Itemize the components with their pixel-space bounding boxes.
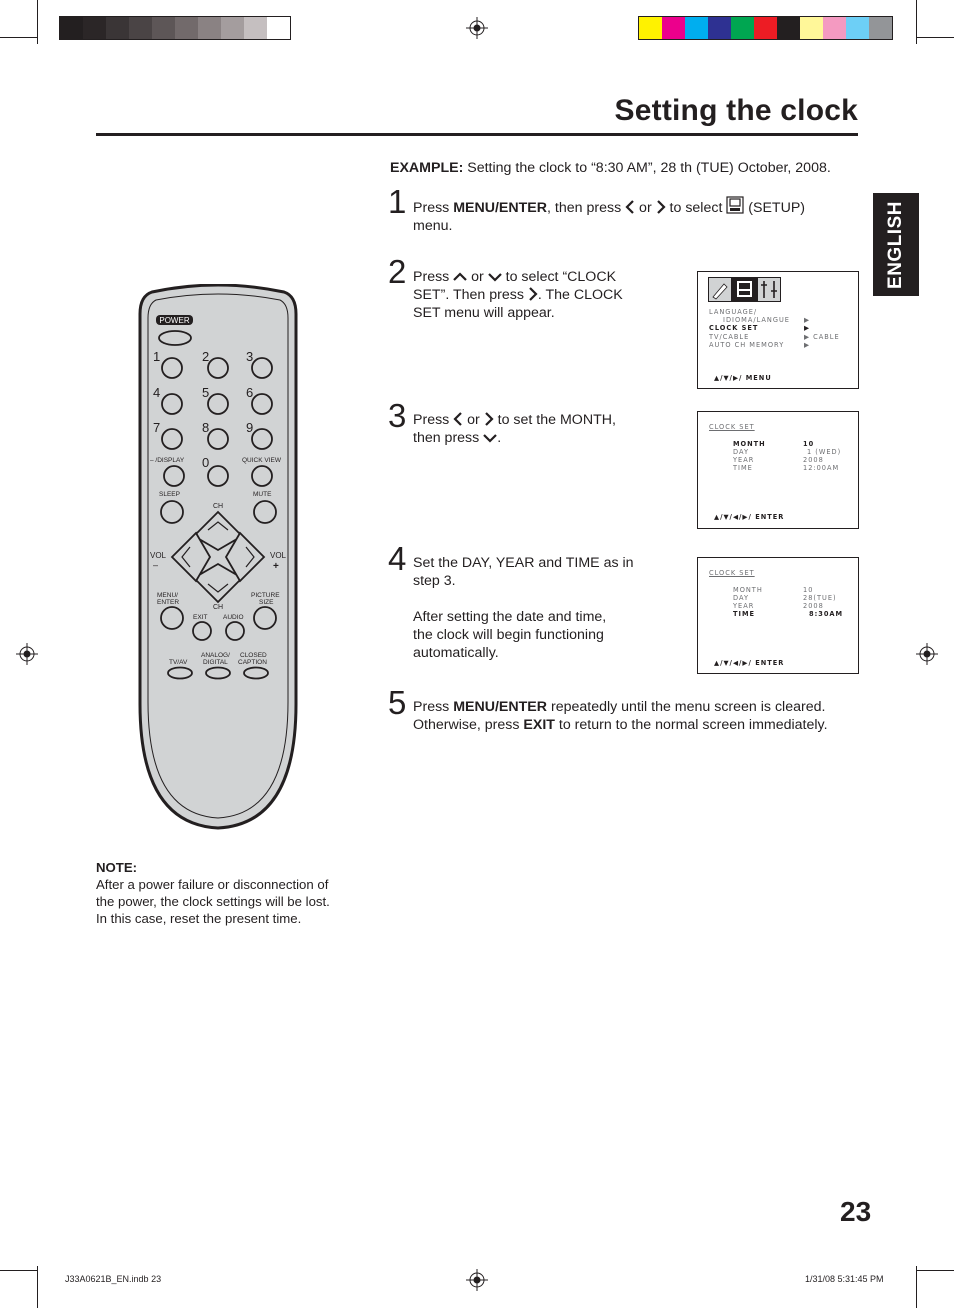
step-3-text: Press or to set the MONTH, then press . xyxy=(413,412,616,446)
registration-mark-top-icon xyxy=(466,17,488,39)
digit-0-label: 0 xyxy=(202,455,210,470)
quick-view-button[interactable] xyxy=(252,466,272,486)
digit-5-label: 5 xyxy=(202,385,210,400)
display-label: – /DISPLAY xyxy=(150,457,185,464)
tv-av-label: TV/AV xyxy=(169,659,188,666)
clock-row-value: 10 xyxy=(803,440,815,448)
color-swatch xyxy=(662,17,685,39)
step-4-text: Set the DAY, YEAR and TIME as in step 3. After setting the date and time, the clock will begin functioning automatically. xyxy=(413,555,634,661)
color-swatch xyxy=(846,17,869,39)
language-tab-label: ENGLISH xyxy=(885,200,906,289)
color-swatch xyxy=(685,17,708,39)
digit-5-button[interactable] xyxy=(208,394,228,414)
color-swatch xyxy=(731,17,754,39)
grayscale-swatch xyxy=(106,17,129,39)
digit-9-label: 9 xyxy=(246,420,254,435)
arrow-right-icon xyxy=(484,412,494,426)
slug-date: 1/31/08 5:31:45 PM xyxy=(805,1274,884,1284)
arrow-left-icon xyxy=(453,412,463,426)
digit-2-label: 2 xyxy=(202,349,210,364)
digit-8-label: 8 xyxy=(202,420,210,435)
setup-item-label: LANGUAGE/ xyxy=(709,308,758,316)
color-swatch xyxy=(639,17,662,39)
clock-row-value: 12:00AM xyxy=(803,464,840,472)
picture-size-label-2: SIZE xyxy=(259,599,274,606)
menu-enter-label-2: ENTER xyxy=(157,599,180,606)
clock-set-screen-1 xyxy=(697,411,859,529)
arrow-right-icon xyxy=(528,287,538,301)
color-swatch xyxy=(708,17,731,39)
clock-row-value: 28(TUE) xyxy=(803,594,837,602)
step-2-text: Press or to select “CLOCK SET”. Then press . The CLOCK SET menu will appear. xyxy=(413,269,623,321)
grayscale-bar xyxy=(59,16,291,40)
ch-up-label: CH xyxy=(212,503,224,510)
clock-row-label: TIME xyxy=(733,610,756,618)
grayscale-swatch xyxy=(221,17,244,39)
step-5-text: Press MENU/ENTER repeatedly until the menu screen is cleared. Otherwise, press EXIT to return to the normal screen immediately. xyxy=(413,699,828,733)
display-button[interactable] xyxy=(164,466,184,486)
grayscale-swatch xyxy=(267,17,290,39)
setup-footer: ▲/▼/▶/ MENU xyxy=(714,374,772,382)
clock-row-label: YEAR xyxy=(733,456,755,464)
closed-caption-button[interactable] xyxy=(244,668,268,679)
digit-1-button[interactable] xyxy=(162,358,182,378)
mute-label: MUTE xyxy=(253,491,272,498)
picture-size-label-1: PICTURE xyxy=(251,592,280,599)
digit-8-button[interactable] xyxy=(208,429,228,449)
clock-row-label: YEAR xyxy=(733,602,755,610)
setup-item-value: ▶ CABLE xyxy=(804,333,840,341)
setup-item-value: ▶ xyxy=(804,324,811,332)
digit-4-label: 4 xyxy=(153,385,161,400)
power-label: POWER xyxy=(159,316,190,325)
setup-item-value: ▶ xyxy=(804,341,811,349)
arrow-up-icon xyxy=(453,271,467,283)
menu-enter-label-1: MENU/ xyxy=(157,592,178,599)
step-4-number: 4 xyxy=(388,540,407,577)
title-rule xyxy=(96,133,858,136)
digit-6-button[interactable] xyxy=(252,394,272,414)
setup-item-value: ▶ xyxy=(804,316,811,324)
analog-digital-label-1: ANALOG/ xyxy=(201,652,230,659)
clock-row-value: 10 xyxy=(803,586,814,594)
step-1-number: 1 xyxy=(388,183,407,220)
slug-file: J33A0621B_EN.indb 23 xyxy=(65,1274,162,1284)
example-text: Setting the clock to “8:30 AM”, 28 th (TUE) October, 2008. xyxy=(467,160,831,176)
note-text: After a power failure or disconnection of the power, the clock settings will be lost. In this case, reset the present time. xyxy=(96,877,330,926)
page-title: Setting the clock xyxy=(614,94,858,127)
clock-set-screen-2 xyxy=(697,557,859,674)
clock-row-label: DAY xyxy=(733,448,749,456)
note-heading: NOTE: xyxy=(96,860,138,875)
clock-row-label: MONTH xyxy=(733,440,766,448)
registration-mark-left-icon xyxy=(16,643,38,665)
example-label: EXAMPLE: xyxy=(390,160,464,176)
audio-button[interactable] xyxy=(226,622,244,640)
menu-tab-icons xyxy=(708,277,782,303)
clock-row-label: TIME xyxy=(733,464,753,472)
digit-7-button[interactable] xyxy=(162,429,182,449)
grayscale-swatch xyxy=(152,17,175,39)
closed-caption-label-1: CLOSED xyxy=(240,652,267,659)
vol-right-sign: + xyxy=(273,561,279,572)
sleep-button[interactable] xyxy=(161,501,183,523)
grayscale-swatch xyxy=(175,17,198,39)
color-swatch xyxy=(823,17,846,39)
clock-row-value: 1 (WED) xyxy=(807,448,842,456)
setup-icon xyxy=(726,196,744,214)
digit-3-label: 3 xyxy=(246,349,254,364)
registration-mark-bottom-icon xyxy=(466,1269,488,1291)
color-swatch xyxy=(800,17,823,39)
setup-item-label: IDIOMA/LANGUE xyxy=(723,316,790,324)
digit-0-button[interactable] xyxy=(208,466,228,486)
step-5-number: 5 xyxy=(388,684,407,721)
grayscale-swatch xyxy=(198,17,221,39)
analog-digital-label-2: DIGITAL xyxy=(203,659,228,666)
digit-9-button[interactable] xyxy=(252,429,272,449)
exit-button[interactable] xyxy=(193,622,211,640)
digit-7-label: 7 xyxy=(153,420,161,435)
closed-caption-label-2: CAPTION xyxy=(238,659,267,666)
audio-label: AUDIO xyxy=(223,614,244,621)
step-2-number: 2 xyxy=(388,253,407,290)
exit-label: EXIT xyxy=(193,614,208,621)
digit-2-button[interactable] xyxy=(208,358,228,378)
example-line xyxy=(390,160,831,176)
digit-6-label: 6 xyxy=(246,385,254,400)
clock-set-footer: ▲/▼/◀/▶/ ENTER xyxy=(714,659,785,667)
grayscale-swatch xyxy=(244,17,267,39)
sleep-label: SLEEP xyxy=(159,491,180,498)
color-swatch xyxy=(869,17,892,39)
clock-row-label: MONTH xyxy=(733,586,763,594)
vol-right-label: VOL xyxy=(270,551,287,560)
color-bar xyxy=(638,16,893,40)
digit-3-button[interactable] xyxy=(252,358,272,378)
grayscale-swatch xyxy=(129,17,152,39)
analog-digital-button[interactable] xyxy=(206,668,230,679)
quick-view-label: QUICK VIEW xyxy=(242,457,282,464)
arrow-down-icon xyxy=(488,271,502,283)
setup-menu-screen xyxy=(697,271,859,389)
vol-left-label: VOL xyxy=(150,551,167,560)
color-swatch xyxy=(777,17,800,39)
registration-mark-right-icon xyxy=(916,643,938,665)
language-tab xyxy=(873,193,919,296)
mute-button[interactable] xyxy=(254,501,276,523)
picture-size-button[interactable] xyxy=(254,607,276,629)
clock-row-value: 2008 xyxy=(803,602,824,610)
arrow-down-icon xyxy=(483,432,497,444)
menu-enter-button[interactable] xyxy=(161,607,183,629)
arrow-left-icon xyxy=(625,200,635,214)
power-button[interactable] xyxy=(159,331,191,345)
clock-set-header: CLOCK SET xyxy=(709,569,755,577)
clock-row-label: DAY xyxy=(733,594,749,602)
note-block xyxy=(96,859,336,927)
digit-4-button[interactable] xyxy=(162,394,182,414)
grayscale-swatch xyxy=(83,17,106,39)
setup-item-label: AUTO CH MEMORY xyxy=(709,341,785,349)
digit-1-label: 1 xyxy=(153,349,161,364)
clock-row-value: 2008 xyxy=(803,456,824,464)
color-swatch xyxy=(754,17,777,39)
tv-av-button[interactable] xyxy=(168,668,192,679)
clock-set-header: CLOCK SET xyxy=(709,423,755,431)
page-number: 23 xyxy=(840,1196,872,1227)
step-3-number: 3 xyxy=(388,397,407,434)
grayscale-swatch xyxy=(60,17,83,39)
vol-left-sign: – xyxy=(153,560,159,570)
step-1-text: Press MENU/ENTER, then press or to select (SETUP) menu. xyxy=(413,196,853,235)
arrow-right-icon xyxy=(656,200,666,214)
setup-item-label: CLOCK SET xyxy=(709,324,759,332)
setup-item-label: TV/CABLE xyxy=(709,333,750,341)
remote-control-illustration xyxy=(132,284,304,832)
clock-set-footer: ▲/▼/◀/▶/ ENTER xyxy=(714,513,785,521)
clock-row-value: 8:30AM xyxy=(809,610,844,618)
ch-down-label: CH xyxy=(212,604,224,611)
